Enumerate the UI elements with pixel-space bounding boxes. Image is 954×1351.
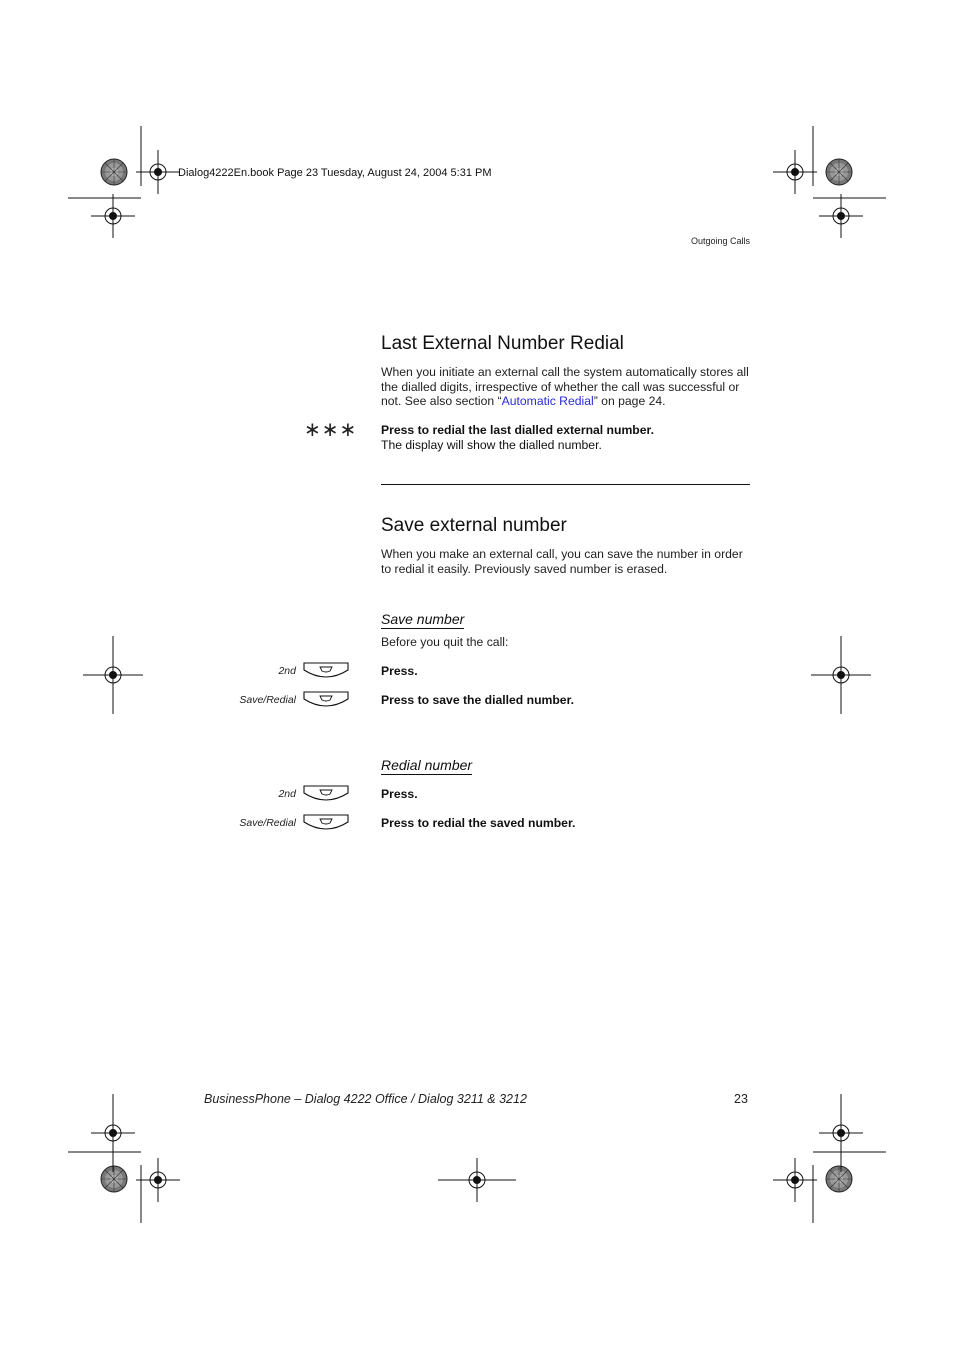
instruction-note: The display will show the dialled number. — [381, 437, 602, 452]
key-label-save-redial: Save/Redial — [239, 694, 296, 706]
key-label-2nd: 2nd — [278, 665, 296, 677]
para-text-end: ” on page 24. — [593, 394, 666, 408]
running-header: Outgoing Calls — [690, 236, 750, 246]
subheading-redial-number: Redial number — [381, 757, 473, 773]
step-text: Press to save the dialled number. — [381, 693, 575, 707]
section-heading-save-external-number: Save external number — [381, 515, 567, 536]
section-heading-last-external-number-redial: Last External Number Redial — [381, 333, 624, 354]
key-label-save-redial: Save/Redial — [239, 817, 296, 829]
section-divider — [381, 484, 750, 485]
key-label-2nd: 2nd — [278, 788, 296, 800]
redial-instruction — [381, 423, 654, 452]
soft-key-icon — [303, 785, 349, 803]
section-intro-paragraph-2: When you make an external call, you can save the number in order to redial it easily. Previously saved number is erased. — [381, 547, 743, 576]
para-text: When you initiate an external call the system automatically stores all the dialled digits, irrespective of whether the call was successful or not. See also section “ — [381, 365, 749, 408]
step-text: Press to redial the saved number. — [381, 816, 576, 830]
step-text: Press. — [381, 664, 418, 678]
soft-key-icon — [303, 814, 349, 832]
subheading-save-number: Save number — [381, 611, 465, 627]
instruction-bold: Press to redial the last dialled external number. — [381, 423, 654, 437]
star-keys-icon: ∗∗∗ — [304, 419, 358, 441]
soft-key-icon — [303, 662, 349, 680]
automatic-redial-link[interactable]: Automatic Redial — [501, 394, 594, 408]
print-info: Dialog4222En.book Page 23 Tuesday, August 24, 2004 5:31 PM — [178, 167, 492, 179]
soft-key-icon — [303, 691, 349, 709]
section-intro-paragraph — [381, 365, 753, 409]
page-number: 23 — [734, 1092, 748, 1106]
save-number-intro: Before you quit the call: — [381, 635, 509, 649]
footer-title: BusinessPhone – Dialog 4222 Office / Dialog 3211 & 3212 — [204, 1092, 527, 1106]
step-text: Press. — [381, 787, 418, 801]
